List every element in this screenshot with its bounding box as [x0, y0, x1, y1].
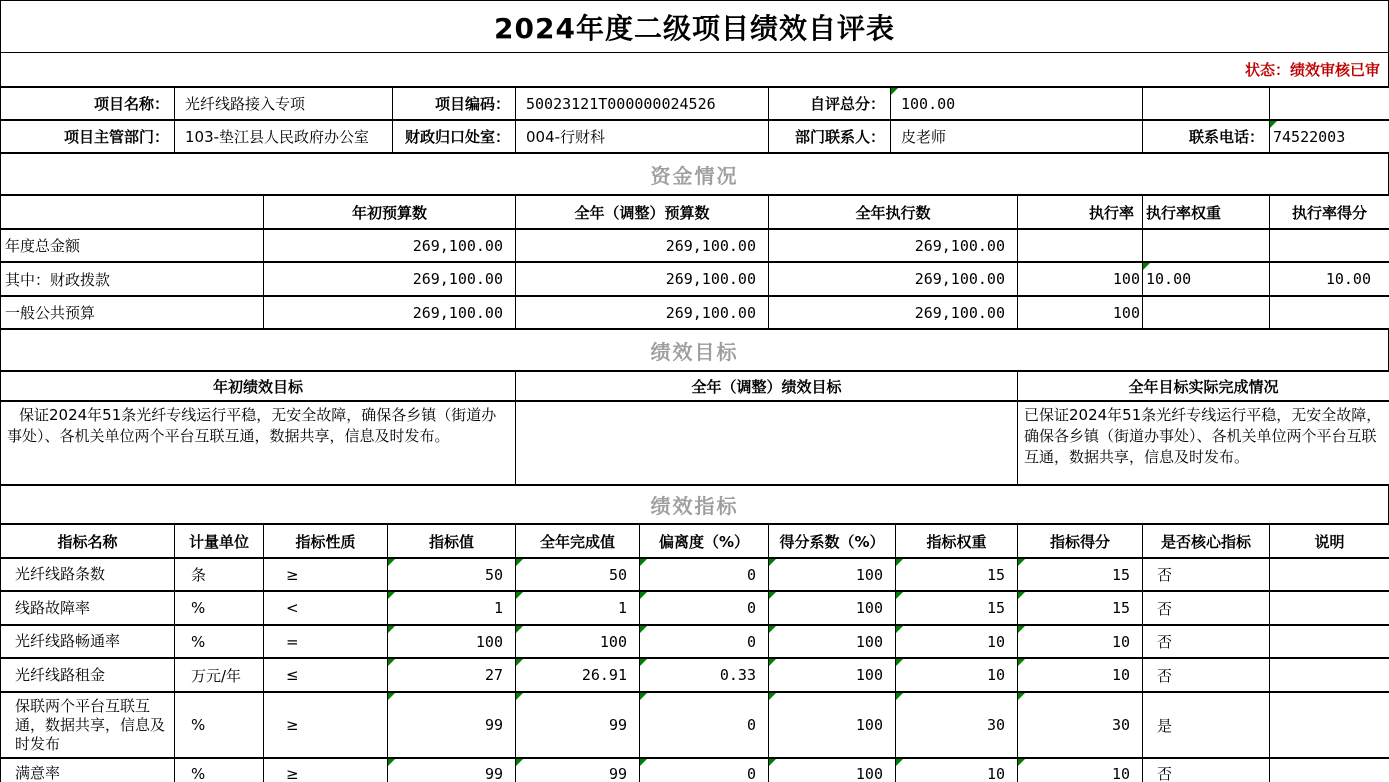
finance-office-value: 004-行财科: [516, 120, 769, 153]
cell: 否: [1143, 658, 1270, 692]
cell: 50: [516, 558, 640, 591]
indicator-row: [1, 625, 1389, 658]
cell: 269,100.00: [516, 262, 769, 296]
cell: 15: [1018, 558, 1143, 591]
cell: 一般公共预算: [1, 296, 264, 329]
column-header: 年初预算数: [264, 195, 516, 229]
cell: [1270, 758, 1389, 782]
cell: 否: [1143, 558, 1270, 591]
cell: 15: [1018, 591, 1143, 625]
column-header: 指标性质: [264, 524, 388, 558]
cell: =: [264, 625, 388, 658]
cell: 269,100.00: [516, 296, 769, 329]
cell: 269,100.00: [769, 296, 1018, 329]
cell: 100: [769, 591, 896, 625]
cell: 0: [640, 692, 769, 758]
cell: 100: [1018, 262, 1143, 296]
project-info-table: [0, 86, 1389, 154]
self-score-value: 100.00: [891, 87, 1143, 120]
phone-label: 联系电话：: [1143, 120, 1270, 153]
indicators-header-row: [1, 524, 1389, 558]
cell: 269,100.00: [264, 262, 516, 296]
cell: 万元/年: [175, 658, 264, 692]
column-header: 执行率权重: [1143, 195, 1270, 229]
funding-header-row: [1, 195, 1389, 229]
cell: 100: [769, 758, 896, 782]
cell: 100: [769, 692, 896, 758]
cell: ≥: [264, 758, 388, 782]
indicators-section-title: 绩效指标: [0, 486, 1389, 523]
cell: 99: [388, 692, 516, 758]
column-header: 全年（调整）预算数: [516, 195, 769, 229]
cell: 269,100.00: [264, 296, 516, 329]
cell: 99: [516, 758, 640, 782]
funding-row: [1, 296, 1389, 329]
indicators-table: [0, 523, 1389, 782]
column-header: 年初绩效目标: [1, 371, 516, 401]
cell: %: [175, 591, 264, 625]
cell: 10: [896, 625, 1018, 658]
cell: [1143, 229, 1270, 262]
cell: 是: [1143, 692, 1270, 758]
column-header: 指标权重: [896, 524, 1018, 558]
cell: 0: [640, 591, 769, 625]
cell: %: [175, 692, 264, 758]
initial-goal-text: 保证2024年51条光纤专线运行平稳，无安全故障，确保各乡镇（街道办事处）、各机关单位两个平台互联互通，数据共享，信息及时发布。: [1, 401, 516, 485]
cell: 100: [769, 658, 896, 692]
column-header: 全年执行数: [769, 195, 1018, 229]
column-header: [1, 195, 264, 229]
column-header: 执行率得分: [1270, 195, 1389, 229]
funding-row: [1, 262, 1389, 296]
project-name-value: 光纤线路接入专项: [175, 87, 393, 120]
cell: 50: [388, 558, 516, 591]
contact-label: 部门联系人：: [769, 120, 891, 153]
status-badge: 状态：绩效审核已审: [0, 53, 1389, 86]
cell: 26.91: [516, 658, 640, 692]
project-name-label: 项目名称：: [1, 87, 175, 120]
funding-table: [0, 194, 1389, 330]
info-row-1: [1, 87, 1389, 120]
cell: 否: [1143, 625, 1270, 658]
cell: ≥: [264, 692, 388, 758]
goals-section-title: 绩效目标: [0, 330, 1389, 370]
cell: [1270, 591, 1389, 625]
cell: [1270, 229, 1389, 262]
cell: 10: [1018, 758, 1143, 782]
cell: 10: [1018, 625, 1143, 658]
indicator-row: [1, 558, 1389, 591]
cell: 100: [769, 625, 896, 658]
project-code-value: 50023121T000000024526: [516, 87, 769, 120]
column-header: 执行率: [1018, 195, 1143, 229]
cell: 100: [769, 558, 896, 591]
cell: 30: [1018, 692, 1143, 758]
column-header: 全年完成值: [516, 524, 640, 558]
column-header: 得分系数（%）: [769, 524, 896, 558]
indicator-row: [1, 591, 1389, 625]
cell: [1270, 692, 1389, 758]
finance-office-label: 财政归口处室：: [393, 120, 516, 153]
column-header: 全年（调整）绩效目标: [516, 371, 1018, 401]
goals-header-row: [1, 371, 1389, 401]
cell: 10.00: [1270, 262, 1389, 296]
cell: 100: [516, 625, 640, 658]
column-header: 说明: [1270, 524, 1389, 558]
indicator-row: [1, 658, 1389, 692]
cell: 其中：财政拨款: [1, 262, 264, 296]
column-header: 指标得分: [1018, 524, 1143, 558]
cell: 线路故障率: [1, 591, 175, 625]
column-header: 指标名称: [1, 524, 175, 558]
column-header: 是否核心指标: [1143, 524, 1270, 558]
adjusted-goal-text: [516, 401, 1018, 485]
phone-value: 74522003: [1270, 120, 1389, 153]
dept-label: 项目主管部门：: [1, 120, 175, 153]
cell: 30: [896, 692, 1018, 758]
project-code-label: 项目编码：: [393, 87, 516, 120]
cell: 15: [896, 591, 1018, 625]
cell: 否: [1143, 758, 1270, 782]
goals-table: [0, 370, 1389, 486]
cell: ≥: [264, 558, 388, 591]
goals-content-row: [1, 401, 1389, 485]
cell: [1270, 558, 1389, 591]
cell: 0: [640, 558, 769, 591]
cell: ≤: [264, 658, 388, 692]
cell: 1: [516, 591, 640, 625]
contact-value: 皮老师: [891, 120, 1143, 153]
empty-cell: [1270, 87, 1389, 120]
funding-row: [1, 229, 1389, 262]
cell: %: [175, 758, 264, 782]
cell: 99: [388, 758, 516, 782]
cell: [1018, 229, 1143, 262]
cell: 269,100.00: [516, 229, 769, 262]
cell: [1270, 296, 1389, 329]
column-header: 偏离度（%）: [640, 524, 769, 558]
page-title: 2024年度二级项目绩效自评表: [0, 0, 1389, 53]
indicator-row: [1, 692, 1389, 758]
self-score-label: 自评总分：: [769, 87, 891, 120]
cell: 否: [1143, 591, 1270, 625]
cell: 10: [1018, 658, 1143, 692]
cell: [1270, 625, 1389, 658]
funding-section-title: 资金情况: [0, 154, 1389, 194]
cell: 269,100.00: [769, 262, 1018, 296]
column-header: 计量单位: [175, 524, 264, 558]
cell: 100: [388, 625, 516, 658]
cell: %: [175, 625, 264, 658]
info-row-2: [1, 120, 1389, 153]
dept-value: 103-垫江县人民政府办公室: [175, 120, 393, 153]
cell: [1270, 658, 1389, 692]
cell: 0: [640, 758, 769, 782]
cell: 27: [388, 658, 516, 692]
cell: 10.00: [1143, 262, 1270, 296]
cell: 0.33: [640, 658, 769, 692]
indicator-row: [1, 758, 1389, 782]
cell: 10: [896, 658, 1018, 692]
cell: 光纤线路条数: [1, 558, 175, 591]
actual-completion-text: 已保证2024年51条光纤专线运行平稳，无安全故障，确保各乡镇（街道办事处）、各机关单位两个平台互联互通，数据共享，信息及时发布。: [1018, 401, 1389, 485]
cell: 光纤线路租金: [1, 658, 175, 692]
cell: 269,100.00: [264, 229, 516, 262]
cell: 1: [388, 591, 516, 625]
cell: <: [264, 591, 388, 625]
cell: 15: [896, 558, 1018, 591]
cell: 条: [175, 558, 264, 591]
cell: 10: [896, 758, 1018, 782]
cell: 100: [1018, 296, 1143, 329]
cell: 99: [516, 692, 640, 758]
cell: 269,100.00: [769, 229, 1018, 262]
cell: 保联两个平台互联互通，数据共享，信息及时发布: [1, 692, 175, 758]
cell: 0: [640, 625, 769, 658]
cell: 光纤线路畅通率: [1, 625, 175, 658]
cell: [1143, 296, 1270, 329]
cell: 年度总金额: [1, 229, 264, 262]
column-header: 全年目标实际完成情况: [1018, 371, 1389, 401]
empty-cell: [1143, 87, 1270, 120]
column-header: 指标值: [388, 524, 516, 558]
cell: 满意率: [1, 758, 175, 782]
